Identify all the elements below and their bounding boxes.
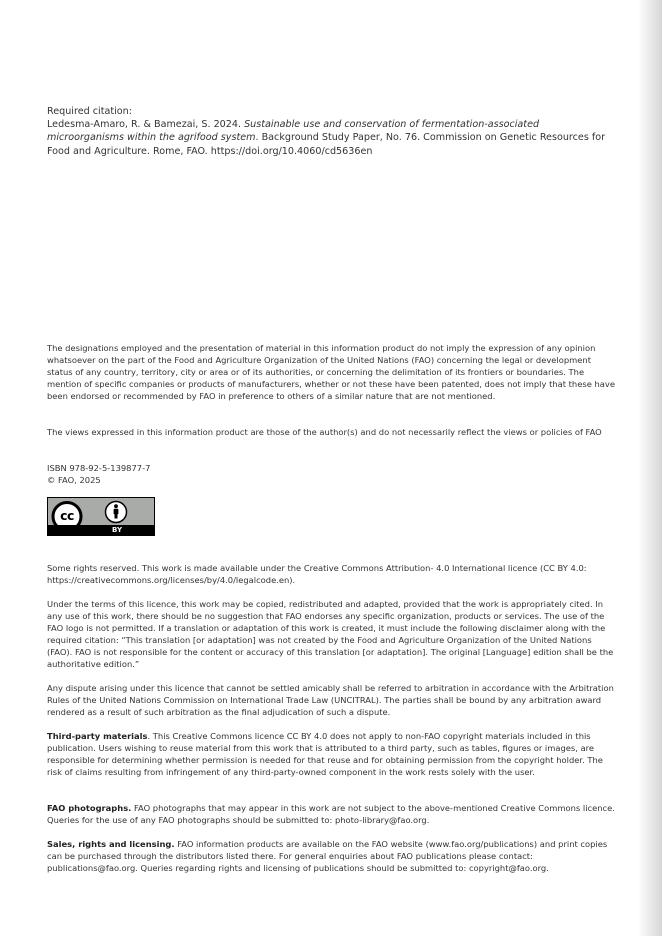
- licence-terms: [47, 598, 617, 670]
- photographs-text: [47, 802, 617, 826]
- designations-disclaimer: [47, 342, 617, 402]
- disclaimer-text: The designations employed and the presentation of material in this information product do not imply the expression of any opinion whatsoever on the part of the Food and Agriculture Organization of the United Nations (FAO) concerning the legal or development status of any country, territory, city or area or of its authorities, or concerning the delimitation of its frontiers or boundaries. The mention of specific companies or products of manufacturers, whether or not these have been patented, does not imply that these have been endorsed or recommended by FAO in preference to others of a similar nature that are not mentioned.: [47, 343, 615, 401]
- third-party-body: . This Creative Commons licence CC BY 4.0 does not apply to non-FAO copyright materials included in this publication. Users wishing to reuse material from this work that is attributed to a third party, such as tables, figures or images, are responsible for determining whether permission is needed for that reuse and for obtaining permission from the copyright holder. The risk of claims resulting from infringement of any third-party-owned component in the work rests solely with the user.: [47, 731, 603, 777]
- licence-terms-text: Under the terms of this licence, this work may be copied, redistributed and adapted, provided that the work is appropriately cited. In any use of this work, there should be no suggestion that FAO endorses any specific organization, products or services. The use of the FAO logo is not permitted. If a translation or adaptation of this work is created, it must include the following disclaimer along with the required citation: “This translation [or adaptation] was not created by the Food and Agriculture Organization of the United Nations (FAO). FAO is not responsible for the content or accuracy of this translation [or adaptation]. The original [Language] edition shall be the authoritative edition.”: [47, 599, 614, 669]
- photographs-label: FAO photographs.: [47, 803, 132, 813]
- isbn: ISBN 978-92-5-139877-7: [47, 463, 151, 473]
- third-party-materials: [47, 730, 617, 778]
- dispute-text: Any dispute arising under this licence that cannot be settled amicably shall be referred to arbitration in accordance with the Arbitration Rules of the United Nations Commission on International Trade Law (UNCITRAL). The parties shall be bound by any arbitration award rendered as a result of such arbitration as the final adjudication of such a dispute.: [47, 683, 614, 717]
- page-edge-shadow: [638, 0, 662, 936]
- third-party-label: Third-party materials: [47, 731, 148, 741]
- by-label: BY: [112, 526, 123, 534]
- copyright: © FAO, 2025: [47, 475, 101, 485]
- citation-title: Sustainable use and conservation of fermentation-associated microorganisms within the agrifood system: [47, 119, 540, 144]
- citation-heading: Required citation:: [47, 106, 132, 117]
- citation-text: [47, 118, 607, 158]
- views-statement: [47, 426, 617, 438]
- sales-text: [47, 838, 617, 874]
- sales-rights-licensing: [47, 838, 617, 874]
- citation-authors: Ledesma-Amaro, R. & Bamezai, S. 2024.: [47, 119, 242, 131]
- badge-bottom-bar: [48, 525, 154, 535]
- cc-icon: cc: [60, 508, 74, 523]
- third-party-text: [47, 730, 617, 778]
- cc-by-license-badge[interactable]: [47, 497, 155, 536]
- citation-block: [47, 105, 607, 158]
- fao-photographs: [47, 802, 617, 826]
- isbn-block: [47, 462, 617, 486]
- photographs-body: FAO photographs that may appear in this work are not subject to the above-mentioned Creative Commons licence. Queries for the use of any FAO photographs should be submitted to: photo-library@fao.org.: [47, 803, 615, 825]
- dispute-clause: [47, 682, 617, 718]
- views-text: The views expressed in this information product are those of the author(s) and do not necessarily reflect the views or policies of FAO: [47, 427, 602, 437]
- citation-rest: . Background Study Paper, No. 76. Commission on Genetic Resources for Food and Agriculture. Rome, FAO. https://doi.org/10.4060/cd5636en: [47, 132, 606, 157]
- sales-body: FAO information products are available on the FAO website (www.fao.org/publications) and print copies can be purchased through the distributors listed there. For general enquiries about FAO publications please contact: publications@fao.org. Queries regarding rights and licensing of publications should be submitted to: copyright@fao.org.: [47, 839, 608, 873]
- some-rights-reserved: [47, 562, 617, 586]
- some-rights-text: Some rights reserved. This work is made available under the Creative Commons Attribution- 4.0 International licence (CC BY 4.0: https://creativecommons.org/licenses/by/4.0/legalcode.en).: [47, 563, 587, 585]
- sales-label: Sales, rights and licensing.: [47, 839, 175, 849]
